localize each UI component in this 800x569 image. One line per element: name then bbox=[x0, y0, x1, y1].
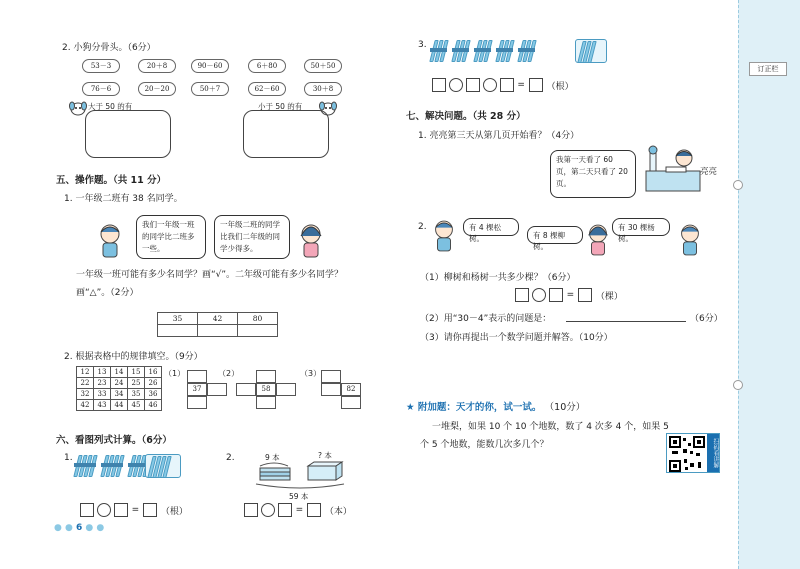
unit-label: （本） bbox=[324, 506, 352, 517]
pattern-cell: 82 bbox=[341, 383, 361, 396]
pattern-cell: 37 bbox=[187, 383, 207, 396]
boy-icon bbox=[95, 222, 125, 260]
answer-box[interactable] bbox=[466, 78, 480, 92]
answer-box[interactable] bbox=[307, 503, 321, 517]
grid-cell: 42 bbox=[77, 400, 94, 411]
stick-bundle-icon bbox=[498, 40, 513, 65]
girl-icon bbox=[296, 222, 326, 260]
qr-caption: 扫码看讲解 bbox=[707, 434, 719, 472]
grid-cell: 23 bbox=[94, 378, 111, 389]
grid-cell: 24 bbox=[111, 378, 128, 389]
equation-2: = （本） bbox=[244, 503, 353, 517]
unit-label: （根） bbox=[160, 506, 188, 517]
binding-hole bbox=[733, 380, 743, 390]
pattern-cell[interactable] bbox=[187, 396, 207, 409]
bone: 20＋8 bbox=[138, 59, 176, 73]
sec7-q1: 1. 亮亮第三天从第几页开始看？（4分） bbox=[418, 131, 580, 141]
number-grid bbox=[76, 366, 162, 411]
sec7-q2-num: 2. bbox=[418, 222, 427, 232]
answer-box[interactable] bbox=[578, 288, 592, 302]
bonus-title: 附加题：天才的你，试一试。 bbox=[417, 402, 542, 413]
grid-cell: 46 bbox=[145, 400, 162, 411]
sec6-q1-num: 1. bbox=[64, 453, 73, 463]
grid-cell: 26 bbox=[145, 378, 162, 389]
answer-box[interactable] bbox=[500, 78, 514, 92]
answer-box[interactable] bbox=[549, 288, 563, 302]
books-known-label: 9 本 bbox=[265, 453, 280, 462]
sec7-sub2: （2）用“30－4”表示的问题是： bbox=[420, 314, 552, 324]
boy-icon bbox=[676, 222, 704, 258]
pattern-2-label: （2） bbox=[218, 369, 240, 378]
mark-cell[interactable] bbox=[198, 325, 238, 337]
bone: 30＋8 bbox=[304, 82, 342, 96]
speech-bubble-1: 我们一年级一班的同学比二班多一些。 bbox=[136, 215, 206, 259]
grid-cell: 12 bbox=[77, 367, 94, 378]
section-7-title: 七、解决问题。（共 28 分） bbox=[406, 111, 526, 122]
section-5-title: 五、操作题。（共 11 分） bbox=[56, 175, 167, 186]
bone: 90－60 bbox=[191, 59, 229, 73]
grid-cell: 15 bbox=[128, 367, 145, 378]
pattern-cell[interactable] bbox=[321, 370, 341, 383]
answer-box[interactable] bbox=[432, 78, 446, 92]
option-cell[interactable]: 35 bbox=[158, 313, 198, 325]
speech-bubble-2: 一年级二班的同学比我们二年级的同学少得多。 bbox=[214, 215, 290, 259]
dog-left-label: 大于 50 的有 bbox=[88, 102, 133, 111]
binding-hole bbox=[733, 180, 743, 190]
equation-1: = （根） bbox=[80, 503, 189, 517]
bone: 50＋7 bbox=[191, 82, 229, 96]
page-number: ● ● 6 ● ● bbox=[54, 523, 105, 533]
sec7-sub1: （1）柳树和杨树一共多少棵？（6分） bbox=[420, 273, 576, 283]
bubble-poplar: 有 30 棵杨树。 bbox=[612, 218, 670, 236]
stick-bundle-icon bbox=[454, 40, 469, 65]
answer-box[interactable] bbox=[529, 78, 543, 92]
q3-sticks bbox=[432, 40, 539, 65]
qr-code[interactable] bbox=[666, 433, 720, 473]
pattern-cell[interactable] bbox=[321, 383, 341, 396]
pattern-cell[interactable] bbox=[236, 383, 256, 396]
stick-bundle-icon bbox=[76, 455, 96, 480]
boy-reading-icon bbox=[644, 145, 704, 193]
bone: 62－60 bbox=[248, 82, 286, 96]
book-stack-icon bbox=[252, 460, 350, 492]
equation-3: = （根） bbox=[432, 78, 575, 92]
pattern-3-label: （3） bbox=[300, 369, 322, 378]
books-unknown-label: ? 本 bbox=[318, 451, 332, 460]
sec5-q2-intro: 2. 根据表格中的规律填空。（9分） bbox=[64, 352, 203, 362]
operator-circle[interactable] bbox=[483, 78, 497, 92]
grid-cell: 35 bbox=[128, 389, 145, 400]
dog-right-label: 小于 50 的有 bbox=[258, 102, 303, 111]
grid-cell: 13 bbox=[94, 367, 111, 378]
boy-icon bbox=[430, 218, 458, 254]
grid-cell: 25 bbox=[128, 378, 145, 389]
option-cell[interactable]: 42 bbox=[198, 313, 238, 325]
bone: 53－3 bbox=[82, 59, 120, 73]
sub2-answer-line[interactable] bbox=[566, 321, 686, 322]
grid-cell: 44 bbox=[111, 400, 128, 411]
answer-box[interactable] bbox=[80, 503, 94, 517]
sec7-sub3: （3）请你再提出一个数学问题并解答。（10分） bbox=[420, 333, 613, 343]
stick-bundle-icon bbox=[432, 40, 447, 65]
grid-cell: 32 bbox=[77, 389, 94, 400]
mark-cell[interactable] bbox=[238, 325, 278, 337]
bone: 50＋50 bbox=[304, 59, 342, 73]
grid-cell: 34 bbox=[111, 389, 128, 400]
operator-circle[interactable] bbox=[97, 503, 111, 517]
grid-cell: 16 bbox=[145, 367, 162, 378]
answer-box[interactable] bbox=[278, 503, 292, 517]
grid-cell: 45 bbox=[128, 400, 145, 411]
qr-code-icon bbox=[668, 435, 706, 473]
liangliang-name: 亮亮 bbox=[700, 167, 718, 177]
stick-bundles bbox=[76, 455, 154, 480]
pattern-cell[interactable] bbox=[341, 396, 361, 409]
sec7-sub2-score: （6分） bbox=[690, 314, 723, 324]
pattern-cell[interactable] bbox=[207, 383, 227, 396]
grid-cell: 14 bbox=[111, 367, 128, 378]
bonus-title-row bbox=[406, 399, 585, 413]
mark-cell[interactable] bbox=[158, 325, 198, 337]
sec5-q1-text: 一年级一班可能有多少名同学？画“√”。二年级可能有多少名同学？画“△”。（2分） bbox=[76, 270, 344, 298]
grid-cell: 22 bbox=[77, 378, 94, 389]
stick-bundle-icon bbox=[520, 40, 535, 65]
pattern-cell[interactable] bbox=[256, 396, 276, 409]
correction-sidebar bbox=[738, 0, 800, 569]
pattern-cell[interactable] bbox=[187, 370, 207, 383]
sidebar-label: 订正栏 bbox=[749, 62, 787, 76]
q3-num: 3. bbox=[418, 40, 427, 50]
bubble-pine: 有 4 棵松树。 bbox=[463, 218, 519, 236]
unit-label: （棵） bbox=[595, 291, 623, 302]
answer-box[interactable] bbox=[114, 503, 128, 517]
pattern-cell: 58 bbox=[256, 383, 276, 396]
operator-circle[interactable] bbox=[532, 288, 546, 302]
speech-bubble-liangliang: 我第一天看了 60 页，第二天只看了 20 页。 bbox=[550, 150, 636, 198]
answer-box[interactable] bbox=[143, 503, 157, 517]
bonus-text: 一堆梨，如果 10 个 10 个地数，数了 4 次多 4 个，如果 5 个 5 个地数，能数几次多几个？ bbox=[420, 422, 669, 450]
stick-bundle-icon bbox=[103, 455, 123, 480]
q3-loose-frame bbox=[575, 39, 607, 63]
sec5-q1-intro: 1. 一年级二班有 38 名同学。 bbox=[64, 194, 183, 204]
option-cell[interactable]: 80 bbox=[238, 313, 278, 325]
answer-box[interactable] bbox=[244, 503, 258, 517]
answer-box[interactable] bbox=[515, 288, 529, 302]
loose-sticks-frame bbox=[145, 454, 181, 478]
bonus-score: （10分） bbox=[544, 402, 586, 413]
options-table bbox=[157, 312, 278, 337]
equation-4: = （棵） bbox=[515, 288, 624, 302]
answer-box-greater[interactable] bbox=[85, 110, 171, 158]
bone: 20－20 bbox=[138, 82, 176, 96]
operator-circle[interactable] bbox=[261, 503, 275, 517]
star-icon: ★ bbox=[406, 402, 415, 413]
bone: 6＋80 bbox=[248, 59, 286, 73]
girl-icon bbox=[584, 222, 612, 258]
q2-title: 2. 小狗分骨头。（6分） bbox=[62, 43, 156, 53]
pattern-cell[interactable] bbox=[256, 370, 276, 383]
grid-cell: 36 bbox=[145, 389, 162, 400]
answer-box-less[interactable] bbox=[243, 110, 329, 158]
pattern-1-label: （1） bbox=[164, 369, 186, 378]
unit-label: （根） bbox=[546, 81, 574, 92]
bone: 76－6 bbox=[82, 82, 120, 96]
books-total-label: 59 本 bbox=[289, 492, 309, 501]
bubble-willow: 有 8 棵柳树。 bbox=[527, 226, 583, 244]
pattern-cell[interactable] bbox=[276, 383, 296, 396]
operator-circle[interactable] bbox=[449, 78, 463, 92]
sec6-q2-num: 2. bbox=[226, 453, 235, 463]
stick-bundle-icon bbox=[476, 40, 491, 65]
grid-cell: 43 bbox=[94, 400, 111, 411]
grid-cell: 33 bbox=[94, 389, 111, 400]
section-6-title: 六、看图列式计算。（6分） bbox=[56, 435, 172, 446]
